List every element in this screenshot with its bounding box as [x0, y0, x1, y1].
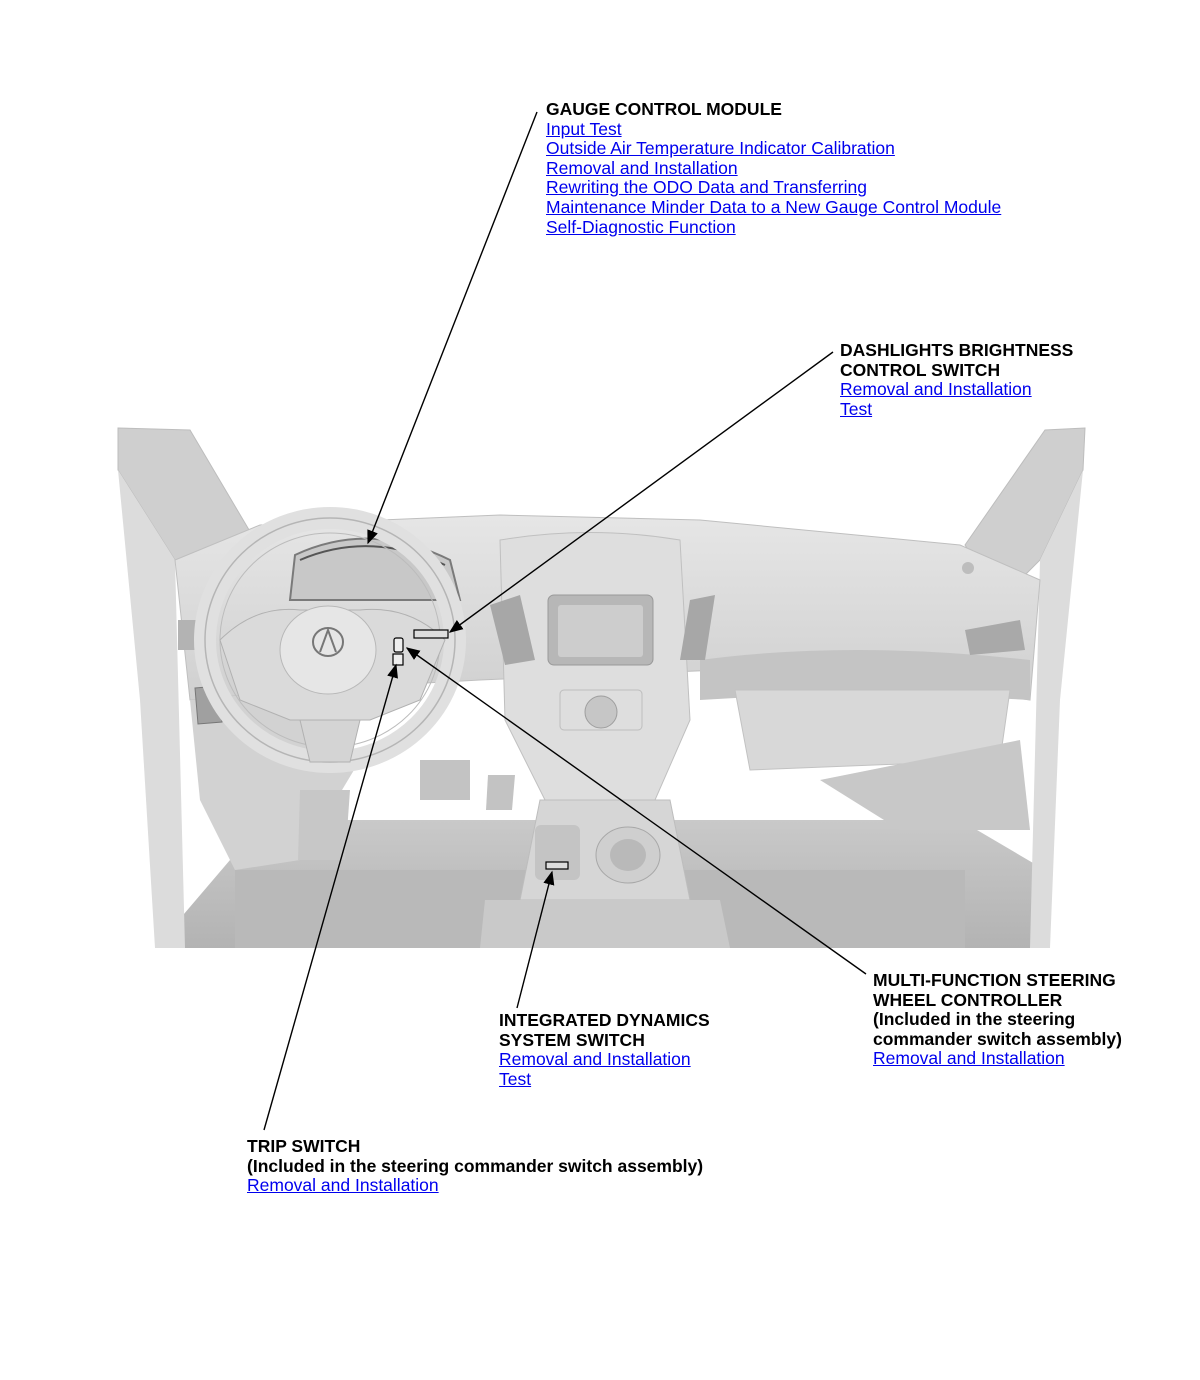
link-self-diagnostic-function[interactable]: Self-Diagnostic Function: [546, 216, 736, 237]
callout-trip-switch: [247, 1137, 703, 1196]
link-removal-installation[interactable]: Removal and Installation: [840, 379, 1032, 400]
callout-gauge-control-module: [546, 100, 1001, 237]
callout-multi-function-controller: [873, 971, 1122, 1069]
callout-title: MULTI-FUNCTION STEERING WHEEL CONTROLLER (Included in the steering commander switch assembly): [873, 970, 1122, 1049]
link-outside-air-temp-calibration[interactable]: Outside Air Temperature Indicator Calibration: [546, 138, 895, 159]
link-input-test[interactable]: Input Test: [546, 118, 622, 139]
link-removal-installation[interactable]: Removal and Installation: [873, 1048, 1065, 1069]
link-test[interactable]: Test: [840, 398, 873, 419]
trip-switch: [393, 654, 403, 665]
callout-dashlights-brightness: [840, 341, 1073, 419]
integrated-dynamics-switch: [546, 862, 568, 869]
link-maintenance-minder-data[interactable]: Maintenance Minder Data to a New Gauge Control Module: [546, 196, 1002, 217]
dashlights-brightness-switch: [414, 630, 448, 638]
link-removal-installation[interactable]: Removal and Installation: [546, 157, 738, 178]
center-stack: [490, 533, 715, 801]
link-removal-installation[interactable]: Removal and Installation: [247, 1175, 439, 1196]
callout-title: INTEGRATED DYNAMICS SYSTEM SWITCH: [499, 1010, 710, 1050]
multi-function-controller-switch: [394, 638, 403, 652]
link-test[interactable]: Test: [499, 1068, 532, 1089]
callout-integrated-dynamics: [499, 1011, 710, 1089]
leader-gauge-control-module: [368, 112, 537, 543]
callout-title: TRIP SWITCH (Included in the steering commander switch assembly): [247, 1136, 704, 1176]
callout-title: DASHLIGHTS BRIGHTNESS CONTROL SWITCH: [840, 340, 1074, 380]
callout-title: GAUGE CONTROL MODULE: [546, 99, 782, 119]
link-removal-installation[interactable]: Removal and Installation: [499, 1049, 691, 1070]
link-rewriting-odo-data[interactable]: Rewriting the ODO Data and Transferring: [546, 177, 867, 198]
